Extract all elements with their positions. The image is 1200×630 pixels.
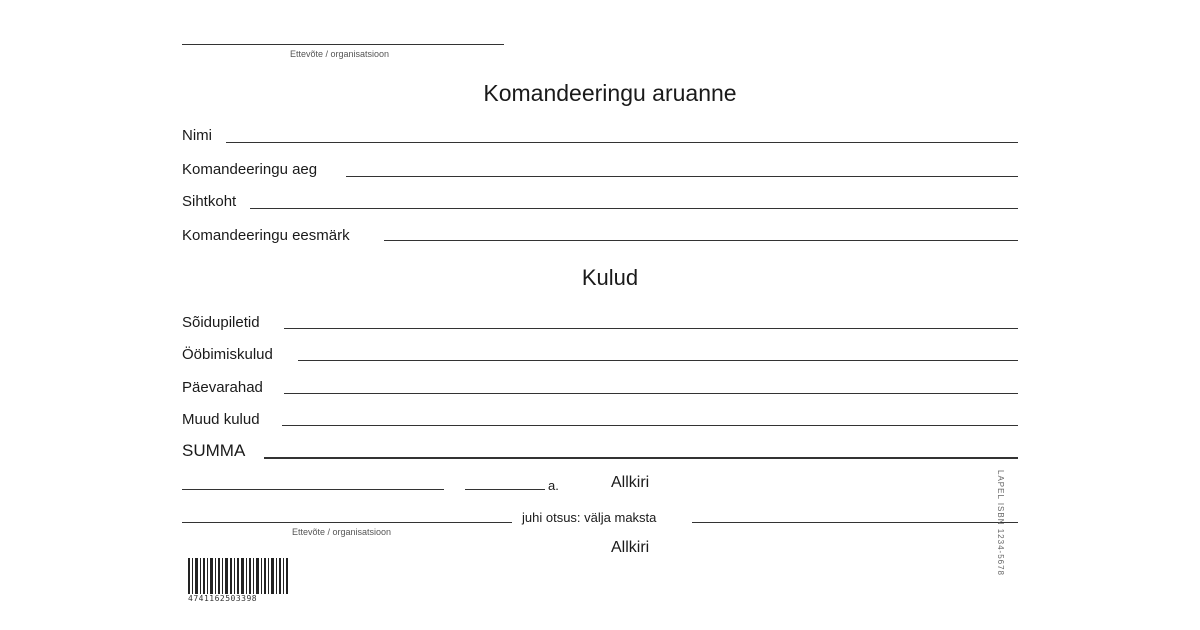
signature-label-2: Allkiri xyxy=(611,539,650,556)
cost-line-daily-allowance[interactable] xyxy=(284,393,1018,394)
costs-heading: Kulud xyxy=(581,265,639,290)
cost-label-accommodation: Ööbimiskulud xyxy=(182,346,273,363)
approval-amount-line[interactable] xyxy=(692,522,1018,523)
cost-line-accommodation[interactable] xyxy=(298,360,1018,361)
year-suffix: a. xyxy=(548,478,559,493)
signature-label: Allkiri xyxy=(611,474,650,491)
field-label-name: Nimi xyxy=(182,127,212,144)
date-line[interactable] xyxy=(182,489,444,490)
cost-line-tickets[interactable] xyxy=(284,328,1018,329)
year-line[interactable] xyxy=(465,489,545,490)
field-line-trip-time[interactable] xyxy=(346,176,1018,177)
approver-org-line[interactable] xyxy=(182,522,512,523)
field-label-trip-time: Komandeeringu aeg xyxy=(182,161,318,178)
approval-text: juhi otsus: välja maksta xyxy=(522,510,657,525)
cost-label-daily-allowance: Päevarahad xyxy=(182,379,263,396)
field-line-purpose[interactable] xyxy=(384,240,1018,241)
barcode-number: 4741162503398 xyxy=(188,594,258,603)
form-title: Komandeeringu aruanne xyxy=(483,80,737,106)
field-label-destination: Sihtkoht xyxy=(182,193,237,210)
cost-label-other: Muud kulud xyxy=(182,411,260,428)
total-label: SUMMA xyxy=(182,441,246,460)
org-caption-bottom: Ettevõte / organisatsioon xyxy=(292,527,392,537)
side-code: LAPEL ISBN 1234-5678 xyxy=(996,470,1005,576)
field-line-name[interactable] xyxy=(226,142,1018,143)
total-line[interactable] xyxy=(264,457,1018,459)
barcode-icon xyxy=(188,558,288,594)
field-label-purpose: Komandeeringu eesmärk xyxy=(182,227,350,244)
cost-label-tickets: Sõidupiletid xyxy=(182,314,260,331)
field-line-destination[interactable] xyxy=(250,208,1018,209)
org-caption-top: Ettevõte / organisatsioon xyxy=(290,49,390,59)
cost-line-other[interactable] xyxy=(282,425,1018,426)
org-line-top[interactable] xyxy=(182,44,504,45)
